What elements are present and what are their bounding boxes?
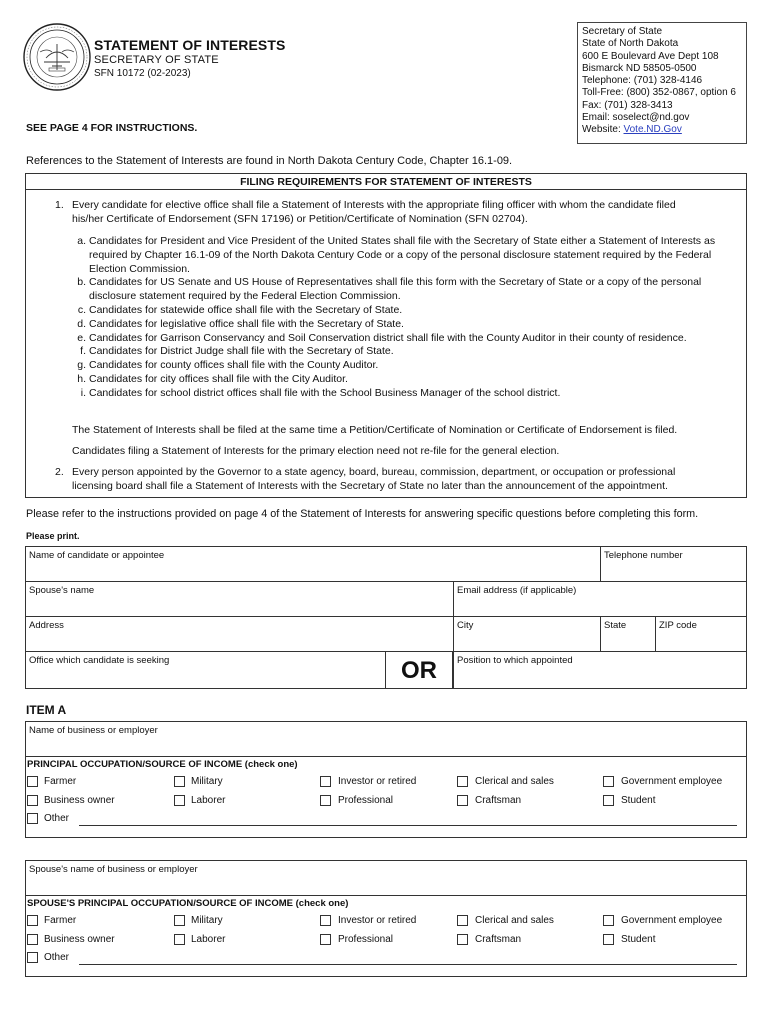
spouse-clerical-sales-checkbox[interactable] (457, 915, 468, 926)
checkbox-label: Government employee (621, 915, 723, 926)
spouse-farmer-checkbox[interactable] (27, 915, 38, 926)
spouse-professional-checkbox[interactable] (320, 934, 331, 945)
item-number: 2. (55, 466, 64, 478)
checkbox-label: Military (191, 915, 223, 926)
requirement-1-line2: his/her Certificate of Endorsement (SFN 17196) or Petition/Certificate of Nomination (SFN 02704). (72, 213, 528, 225)
primary-election-paragraph: Candidates filing a Statement of Interests for the primary election need not re-file for the general election. (72, 445, 560, 457)
checkbox-label: Government employee (621, 776, 723, 787)
list-text: Candidates for city offices shall file with the City Auditor. (89, 372, 348, 385)
checkbox-label: Student (621, 795, 656, 806)
list-item (74, 359, 724, 373)
address-line: Toll-Free: (800) 352-0867, option 6 (582, 87, 736, 99)
other-checkbox[interactable] (27, 813, 38, 824)
list-text: Candidates for US Senate and US House of Representatives shall file this form with the Secretary of State or a copy of the personal disclosure statement required by the Federal Election Commission. (89, 276, 702, 303)
list-letter: c. (77, 303, 86, 316)
list-letter: e. (77, 331, 86, 344)
refer-instructions-text: Please refer to the instructions provided on page 4 of the Statement of Interests for answering specific questions before completing this form. (26, 508, 699, 520)
list-letter: i. (80, 386, 86, 399)
spouse-name-field[interactable] (25, 581, 454, 617)
list-text: Candidates for Garrison Conservancy and Soil Conservation district shall file with the County Auditor in their county of residence. (89, 331, 687, 344)
list-item (74, 373, 724, 387)
agency-name: SECRETARY OF STATE (94, 54, 219, 66)
requirement-2-line1: Every person appointed by the Governor to a state agency, board, bureau, commission, department, or occupation or professional (72, 466, 676, 478)
city-field[interactable] (453, 616, 601, 652)
checkbox-label: Business owner (44, 795, 115, 806)
clerical-sales-checkbox[interactable] (457, 776, 468, 787)
business-owner-checkbox[interactable] (27, 795, 38, 806)
field-label: Email address (if applicable) (457, 585, 577, 596)
list-text: Candidates for statewide office shall file with the Secretary of State. (89, 303, 403, 316)
address-line: 600 E Boulevard Ave Dept 108 (582, 50, 719, 62)
list-text: Candidates for county offices shall file with the County Auditor. (89, 359, 379, 372)
filing-requirements-heading: FILING REQUIREMENTS FOR STATEMENT OF INTERESTS (26, 174, 746, 190)
spouse-craftsman-checkbox[interactable] (457, 934, 468, 945)
list-item (74, 318, 724, 332)
spouse-student-checkbox[interactable] (603, 934, 614, 945)
position-appointed-field[interactable] (453, 651, 747, 689)
spouse-investor-retired-checkbox[interactable] (320, 915, 331, 926)
form-number: SFN 10172 (02-2023) (94, 68, 191, 79)
checkbox-label: Military (191, 776, 223, 787)
professional-checkbox[interactable] (320, 795, 331, 806)
list-letter: f. (80, 345, 86, 358)
checkbox-label: Investor or retired (338, 915, 417, 926)
address-line: Fax: (701) 328-3413 (582, 99, 673, 111)
state-field[interactable] (600, 616, 656, 652)
field-label: ZIP code (659, 620, 697, 631)
checkbox-label: Laborer (191, 934, 226, 945)
spouse-government-employee-checkbox[interactable] (603, 915, 614, 926)
website-link[interactable]: Vote.ND.Gov (623, 124, 682, 136)
list-letter: a. (77, 235, 86, 247)
zip-field[interactable] (655, 616, 747, 652)
list-letter: g. (77, 359, 86, 372)
address-field[interactable] (25, 616, 454, 652)
item-number: 1. (55, 199, 64, 211)
checkbox-label: Professional (338, 934, 394, 945)
list-item (74, 276, 724, 304)
list-item (74, 345, 724, 359)
address-website (582, 124, 742, 136)
address-line: Bismarck ND 58505-0500 (582, 62, 697, 74)
field-label: Address (29, 620, 64, 631)
spouse-business-employer-field[interactable] (25, 860, 747, 896)
business-employer-field[interactable] (25, 721, 747, 757)
farmer-checkbox[interactable] (27, 776, 38, 787)
checkbox-label: Other (44, 952, 70, 963)
item-a-heading: ITEM A (26, 703, 67, 717)
form-title: STATEMENT OF INTERESTS (94, 37, 286, 53)
checkbox-label: Professional (338, 795, 394, 806)
field-label: Telephone number (604, 550, 683, 561)
checkbox-label: Clerical and sales (475, 915, 554, 926)
list-text: Candidates for legislative office shall file with the Secretary of State. (89, 317, 404, 330)
spouse-other-checkbox[interactable] (27, 952, 38, 963)
spouse-other-input-line[interactable] (79, 964, 737, 965)
list-text: Candidates for school district offices shall file with the School Business Manager of the school district. (89, 386, 561, 399)
list-item (74, 304, 724, 318)
address-line: Secretary of State (582, 26, 663, 37)
references-text: References to the Statement of Interests are found in North Dakota Century Code, Chapter 16.1-09. (26, 155, 513, 167)
candidate-name-field[interactable] (25, 546, 601, 582)
please-print-label: Please print. (26, 531, 80, 541)
list-letter: d. (77, 317, 86, 330)
checkbox-label: Farmer (44, 915, 77, 926)
address-box (577, 22, 747, 144)
filing-timing-paragraph: The Statement of Interests shall be filed at the same time a Petition/Certificate of Nomination or Certificate of Endorsement is filed. (72, 424, 678, 436)
email-field[interactable] (453, 581, 747, 617)
spouse-business-owner-checkbox[interactable] (27, 934, 38, 945)
spouse-military-checkbox[interactable] (174, 915, 185, 926)
government-employee-checkbox[interactable] (603, 776, 614, 787)
list-text: Candidates for President and Vice President of the United States shall file with the Secretary of State either a Statement of Interests as required by Chapter 16.1-09 of the North Dakota Century Code or a copy of the personal disclosure statement required by the Federal Election Commission. (89, 235, 716, 275)
spouse-laborer-checkbox[interactable] (174, 934, 185, 945)
military-checkbox[interactable] (174, 776, 185, 787)
telephone-field[interactable] (600, 546, 747, 582)
requirement-1-line1: Every candidate for elective office shall file a Statement of Interests with the appropriate filing officer with whom the candidate filed (72, 199, 676, 211)
state-seal-logo (22, 22, 92, 92)
list-letter: h. (77, 372, 86, 385)
investor-retired-checkbox[interactable] (320, 776, 331, 787)
instructions-note: SEE PAGE 4 FOR INSTRUCTIONS. (26, 122, 198, 134)
or-separator: OR (385, 651, 453, 689)
list-text: Candidates for District Judge shall file with the Secretary of State. (89, 345, 394, 358)
checkbox-label: Craftsman (475, 934, 522, 945)
checkbox-label: Laborer (191, 795, 226, 806)
laborer-checkbox[interactable] (174, 795, 185, 806)
field-label: Name of business or employer (29, 725, 158, 736)
list-letter: b. (77, 276, 86, 289)
field-label: Spouse's name (29, 585, 95, 596)
checkbox-label: Farmer (44, 776, 77, 787)
spouse-occupation-heading: SPOUSE'S PRINCIPAL OCCUPATION/SOURCE OF INCOME (check one) (27, 898, 349, 909)
address-line: Email: soselect@nd.gov (582, 112, 690, 124)
checkbox-label: Craftsman (475, 795, 522, 806)
field-label: City (457, 620, 474, 631)
filing-requirements-box (25, 173, 747, 498)
craftsman-checkbox[interactable] (457, 795, 468, 806)
other-input-line[interactable] (79, 825, 737, 826)
checkbox-label: Investor or retired (338, 776, 417, 787)
field-label: Name of candidate or appointee (29, 550, 165, 561)
checkbox-label: Student (621, 934, 656, 945)
field-label: Office which candidate is seeking (29, 655, 170, 666)
occupation-heading: PRINCIPAL OCCUPATION/SOURCE OF INCOME (check one) (27, 759, 298, 770)
candidate-sub-list (74, 235, 724, 401)
checkbox-label: Clerical and sales (475, 776, 554, 787)
list-item (74, 387, 724, 401)
address-line: State of North Dakota (582, 38, 679, 50)
address-line: Telephone: (701) 328-4146 (582, 75, 703, 87)
checkbox-label: Other (44, 813, 70, 824)
checkbox-label: Business owner (44, 934, 115, 945)
field-label: State (604, 620, 627, 631)
list-item (74, 332, 724, 346)
list-item (74, 235, 724, 276)
office-sought-field[interactable] (25, 651, 386, 689)
student-checkbox[interactable] (603, 795, 614, 806)
field-label: Spouse's name of business or employer (29, 864, 198, 875)
website-label: Website: (582, 124, 624, 136)
field-label: Position to which appointed (457, 655, 573, 666)
requirement-2-line2: licensing board shall file a Statement of Interests with the Secretary of State no later than the announcement of the appointment. (72, 480, 668, 492)
